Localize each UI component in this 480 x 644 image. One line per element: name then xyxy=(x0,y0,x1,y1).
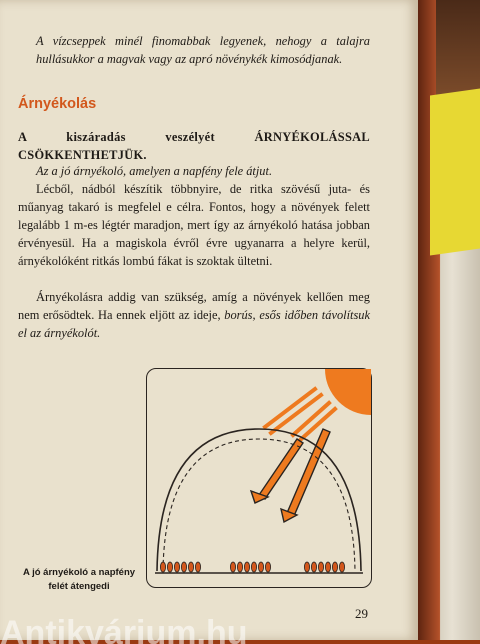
paragraph-removal-italic: borús, esős időben távolítsuk el az árnyékolót. xyxy=(18,308,370,340)
page-number: 29 xyxy=(355,606,368,621)
seedlings xyxy=(160,562,344,572)
shade-diagram xyxy=(147,369,371,587)
book-edge-yellow-tab xyxy=(430,88,480,255)
shade-illustration xyxy=(146,368,372,588)
paragraph-removal-text: Árnyékolásra addig van szükség, amíg a növények kellően meg nem erősödtek. Ha ennek eljött az ideje, xyxy=(18,290,370,322)
paragraph-italic-key: Az a jó árnyékoló, amelyen a napfény fele átjut. xyxy=(36,164,273,178)
light-beams xyxy=(251,429,330,522)
paragraph-removal xyxy=(18,288,370,342)
sun-icon xyxy=(325,369,371,415)
book-edge-dark xyxy=(436,0,480,96)
paragraph-bold-lead: A kiszáradás veszélyét ÁRNYÉKOLÁSSAL CSÖKKENTHETJÜK. xyxy=(18,130,370,162)
section-heading: Árnyékolás xyxy=(18,96,97,112)
paragraph-materials: Lécből, nádból készítik többnyire, de ritka szövésű juta- és műanyag takaró is megfelel e célra. Fontos, hogy a növények felett legalább 1 m-es légtér maradjon, mert így az árnyékoló hatása jobban érvényesül. Ha a magiskola évről évre ugyanarra a helyre kerül, árnyékolóként ritkás lombú fákat is szoktak ültetni. xyxy=(18,182,370,268)
figure-caption: A jó árnyékoló a napfény felét átengedi xyxy=(22,567,136,592)
watermark-text: Antikvárium.hu xyxy=(0,614,248,644)
paragraph-top: A vízcseppek minél finomabbak legyenek, nehogy a talajra hullásukkor a magvak vagy az apró növénykék kimosódjanak. xyxy=(36,34,370,66)
